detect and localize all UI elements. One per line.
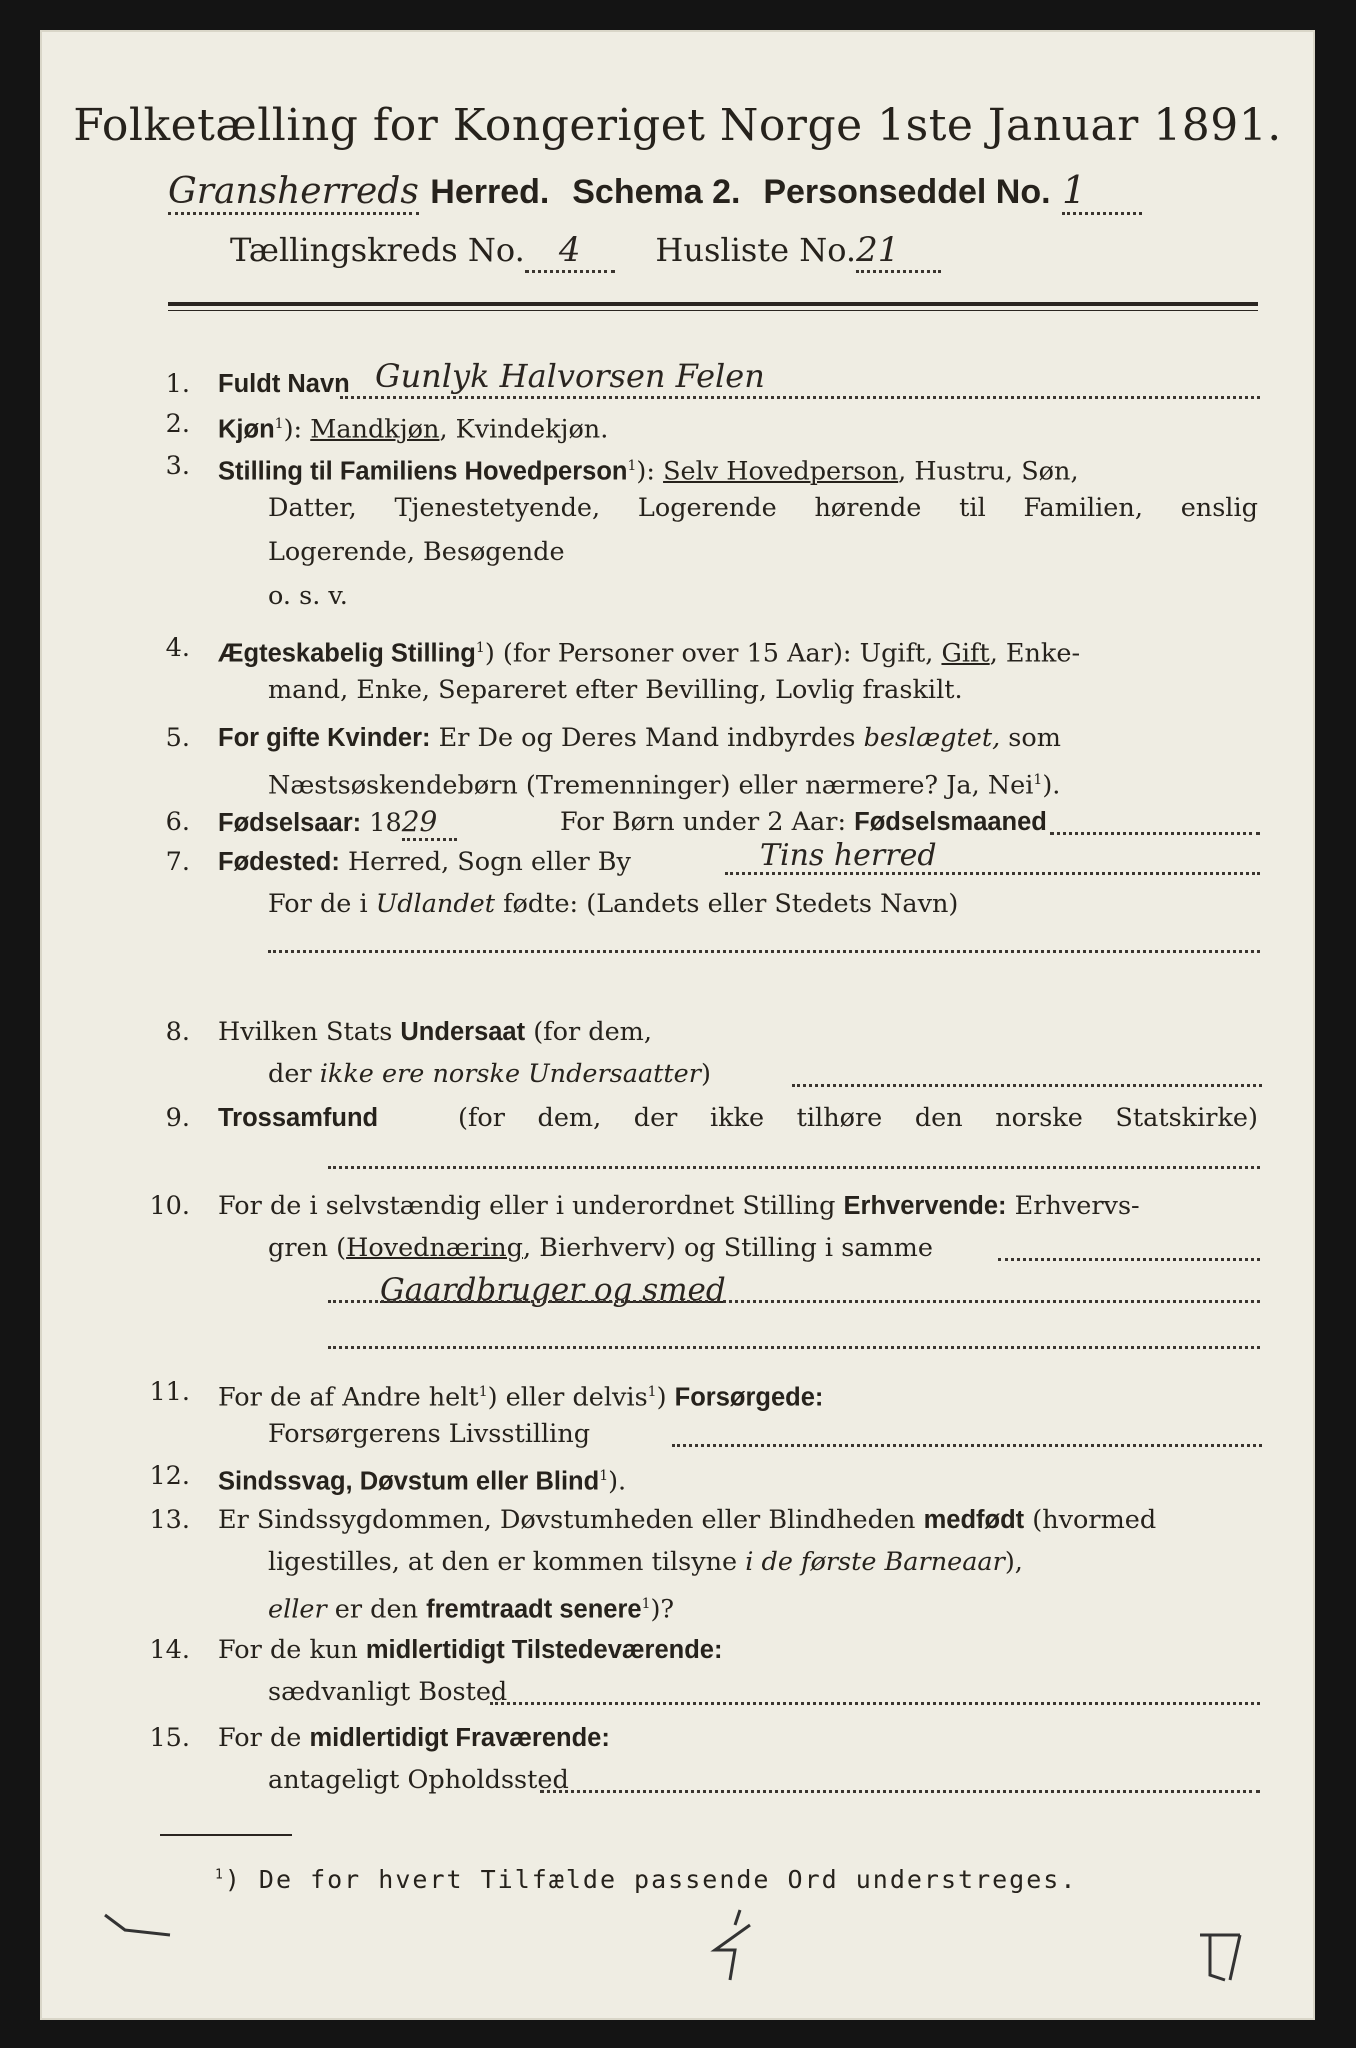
q9-fill-line — [328, 1166, 1260, 1169]
q7-text — [218, 846, 631, 878]
q9-word: dem, — [537, 1103, 602, 1133]
q4-number: 4. — [165, 633, 190, 663]
q1-label: Fuldt Navn — [218, 370, 350, 398]
q13-line3-sup: 1 — [641, 1596, 651, 1612]
q6-value: 29 — [402, 806, 457, 841]
q8-rest: (for dem, — [525, 1017, 652, 1047]
q8-line2-italic: ikke ere norske Undersaatter — [319, 1059, 701, 1089]
q11-sup: 1 — [478, 1384, 488, 1400]
q13-text — [218, 1504, 1156, 1536]
q13-line2-pre: ligestilles, at den er kommen tilsyne — [268, 1547, 746, 1577]
q11-label: Forsørgede: — [674, 1383, 824, 1412]
q10-line2-underlined: Hovednæring — [346, 1233, 523, 1263]
q15-number: 15. — [149, 1723, 190, 1753]
q8-fill-line — [792, 1084, 1262, 1087]
q5-text — [218, 722, 1061, 754]
q14-text — [218, 1634, 722, 1666]
q9-word: ikke — [709, 1103, 765, 1133]
q2-rest: ): — [283, 414, 311, 445]
q6-fill-line — [1050, 832, 1260, 835]
q10-pre: For de i selvstændig eller i underordnet Stilling — [218, 1191, 844, 1221]
q6-number: 6. — [165, 807, 190, 837]
q13-line2-end: ), — [1004, 1547, 1023, 1577]
q3-word: Familien, — [1023, 493, 1143, 523]
q7-line2-pre: For de i — [268, 889, 376, 919]
q12-end: ). — [608, 1466, 627, 1497]
q1-number: 1. — [165, 369, 190, 399]
q11-text — [218, 1376, 823, 1414]
q9-word: tilhøre — [796, 1103, 883, 1133]
q13-line3-end: )? — [650, 1594, 675, 1625]
q10-line2 — [268, 1232, 933, 1264]
q7-rest: Herred, Sogn eller By — [339, 847, 631, 877]
q3-word: Datter, — [268, 493, 357, 523]
q11-number: 11. — [149, 1377, 190, 1407]
q14-number: 14. — [149, 1635, 190, 1665]
q10-value: Gaardbruger og smed — [380, 1272, 726, 1308]
q11-sup-2: 1 — [647, 1384, 657, 1400]
q4-selected: Gift — [941, 638, 990, 669]
q3-line4: o. s. v. — [268, 581, 348, 611]
footnote-sup: 1 — [215, 1867, 225, 1883]
footnote — [215, 1865, 1077, 1894]
q9-word: (for — [458, 1103, 505, 1133]
q9-number: 9. — [165, 1103, 190, 1133]
q6-mid-text — [560, 806, 1047, 838]
q12-text — [218, 1460, 626, 1498]
q5-line2-sup: 1 — [1033, 772, 1043, 788]
form-title: Folketælling for Kongeriget Norge 1ste Januar 1891. — [73, 100, 1282, 151]
q7-value: Tins herred — [760, 838, 937, 873]
q13-line2 — [268, 1546, 1023, 1578]
corner-mark-left — [100, 1900, 180, 1940]
q10-rest: Erhvervs- — [1006, 1191, 1140, 1221]
husliste-label: Husliste No. — [655, 231, 857, 269]
herred-label: Herred. — [430, 173, 550, 211]
q6-prefix: 18 — [361, 808, 402, 838]
q5-number: 5. — [165, 723, 190, 753]
q14-fill-line — [490, 1702, 1260, 1705]
q10-fill-line-2 — [328, 1300, 1260, 1303]
q9-word: norske — [995, 1103, 1083, 1133]
corner-mark-center — [700, 1905, 760, 1985]
header-rule-thin — [168, 310, 1258, 311]
q13-number: 13. — [149, 1505, 190, 1535]
taellingskreds-label: Tællingskreds No. — [230, 231, 525, 269]
q3-text — [218, 450, 1079, 488]
q9-words — [458, 1102, 1258, 1134]
footnote-text: ) De for hvert Tilfælde passende Ord understreges. — [224, 1865, 1078, 1894]
q3-rest: , Hustru, Søn, — [898, 456, 1079, 487]
q9-word: der — [633, 1103, 678, 1133]
taellingskreds-line — [230, 230, 941, 273]
q3-word: til — [959, 493, 986, 523]
q9-word: Statskirke) — [1115, 1103, 1258, 1133]
header-rule — [168, 302, 1258, 306]
q4-rest: , Enke- — [989, 638, 1081, 669]
q2-sup: 1 — [274, 416, 284, 432]
q8-line2-pre: der — [268, 1059, 320, 1089]
q5-line2 — [268, 764, 1060, 802]
q3-word: Logerende — [637, 493, 777, 523]
q7-fill-line — [725, 872, 1260, 875]
q7-line2 — [268, 888, 958, 920]
q11-line2: Forsørgerens Livsstilling — [268, 1419, 591, 1449]
q8-text — [218, 1016, 652, 1048]
q11-pre: For de af Andre helt — [218, 1382, 479, 1413]
q11-fill-line — [672, 1444, 1262, 1447]
q10-fill-line-3 — [328, 1346, 1260, 1349]
q7-number: 7. — [165, 847, 190, 877]
q13-pre: Er Sindssygdommen, Døvstumheden eller Blindheden — [218, 1505, 924, 1535]
q3-selected: Selv Hovedperson — [663, 456, 899, 487]
q8-line2 — [268, 1058, 711, 1090]
q6-label: Fødselsaar: — [218, 809, 362, 837]
q6-mid: For Børn under 2 Aar: — [560, 807, 855, 837]
q13-line3-italic: eller — [268, 1594, 327, 1625]
q9-label: Trossamfund — [218, 1104, 379, 1132]
footnote-rule — [160, 1834, 292, 1836]
q15-fill-line — [540, 1790, 1260, 1793]
q15-label: midlertidigt Fraværende: — [309, 1724, 610, 1752]
q14-label: midlertidigt Tilstedeværende: — [365, 1636, 723, 1664]
q1-fill-line — [340, 396, 1260, 399]
q3-colon: ): — [636, 456, 664, 487]
q14-pre: For de kun — [218, 1635, 366, 1665]
q8-label: Undersaat — [400, 1018, 526, 1046]
q11-mid-2: ) — [656, 1382, 675, 1413]
q6-text — [218, 806, 457, 841]
q3-word: hørende — [814, 493, 922, 523]
q10-line2-pre: gren ( — [268, 1233, 347, 1263]
q5-line2-text: Næstsøskendebørn (Tremenninger) eller nærmere? Ja, Nei — [268, 770, 1034, 801]
q10-label: Erhvervende: — [843, 1192, 1007, 1220]
q2-option-kvindekjon: , Kvindekjøn. — [439, 414, 609, 445]
q13-rest: (hvormed — [1024, 1505, 1157, 1535]
q4-sup: 1 — [475, 640, 485, 656]
q15-line2: antageligt Opholdssted — [268, 1765, 569, 1795]
q2-text — [218, 408, 608, 446]
q2-option-mandkjon: Mandkjøn — [310, 414, 440, 445]
corner-mark-right — [1195, 1930, 1255, 1990]
q5-end: som — [1000, 723, 1061, 753]
taellingskreds-value: 4 — [525, 230, 615, 273]
q11-mid: ) eller delvis — [487, 1382, 648, 1413]
q3-line3: Logerende, Besøgende — [268, 537, 565, 567]
q14-line2: sædvanligt Bosted — [268, 1677, 508, 1707]
q3-sup: 1 — [627, 458, 637, 474]
personseddel-label: Personseddel No. — [763, 173, 1051, 211]
q13-line3 — [268, 1588, 674, 1626]
q13-label: medfødt — [923, 1506, 1025, 1534]
q8-number: 8. — [165, 1017, 190, 1047]
q6-label2: Fødselsmaaned — [854, 808, 1047, 836]
q10-fill-line — [998, 1258, 1260, 1261]
q9-word: den — [914, 1103, 963, 1133]
husliste-value: 21 — [856, 230, 941, 273]
q13-line2-italic: i de første Barneaar — [745, 1547, 1005, 1577]
q2-number: 2. — [165, 409, 190, 439]
q4-line2: mand, Enke, Separeret efter Bevilling, Lovlig fraskilt. — [268, 675, 963, 705]
q12-label: Sindssvag, Døvstum eller Blind — [218, 1467, 600, 1496]
personseddel-value: 1 — [1062, 168, 1142, 215]
q12-sup: 1 — [599, 1468, 609, 1484]
q7-fill-line-2 — [268, 950, 1260, 953]
q3-word: Tjenestetyende, — [394, 493, 601, 523]
q2-label: Kjøn — [218, 415, 275, 444]
q12-number: 12. — [149, 1461, 190, 1491]
q7-label: Fødested: — [218, 848, 340, 876]
q10-text — [218, 1190, 1140, 1222]
census-form-sheet — [40, 30, 1315, 2020]
q10-number: 10. — [149, 1191, 190, 1221]
herred-value: Gransherreds — [168, 171, 419, 215]
q7-line2-italic: Udlandet — [375, 889, 495, 919]
q5-rest: Er De og Deres Mand indbyrdes — [430, 723, 864, 753]
q15-text — [218, 1722, 610, 1754]
q4-text — [218, 632, 1080, 670]
q5-label: For gifte Kvinder: — [218, 724, 431, 752]
herred-line — [168, 168, 1142, 215]
q4-label: Ægteskabelig Stilling — [218, 639, 476, 668]
q7-line2-rest: fødte: (Landets eller Stedets Navn) — [495, 889, 959, 919]
q8-line2-end: ) — [700, 1059, 711, 1089]
q1-value: Gunlyk Halvorsen Felen — [375, 357, 765, 395]
q8-pre: Hvilken Stats — [218, 1017, 401, 1047]
q5-line2-end: ). — [1042, 770, 1061, 801]
q3-line2 — [268, 492, 1258, 524]
schema-label: Schema 2. — [572, 173, 741, 211]
q15-pre: For de — [218, 1723, 310, 1753]
q3-label: Stilling til Familiens Hovedperson — [218, 457, 628, 486]
q3-number: 3. — [165, 451, 190, 481]
q13-line3-pre: er den — [326, 1594, 427, 1625]
q4-pre: ) (for Personer over 15 Aar): Ugift, — [484, 638, 942, 669]
q3-word: enslig — [1180, 493, 1258, 523]
q10-line2-rest: , Bierhverv) og Stilling i samme — [523, 1233, 933, 1263]
q13-line3-label: fremtraadt senere — [426, 1595, 642, 1624]
q5-italic: beslægtet, — [863, 723, 1001, 753]
